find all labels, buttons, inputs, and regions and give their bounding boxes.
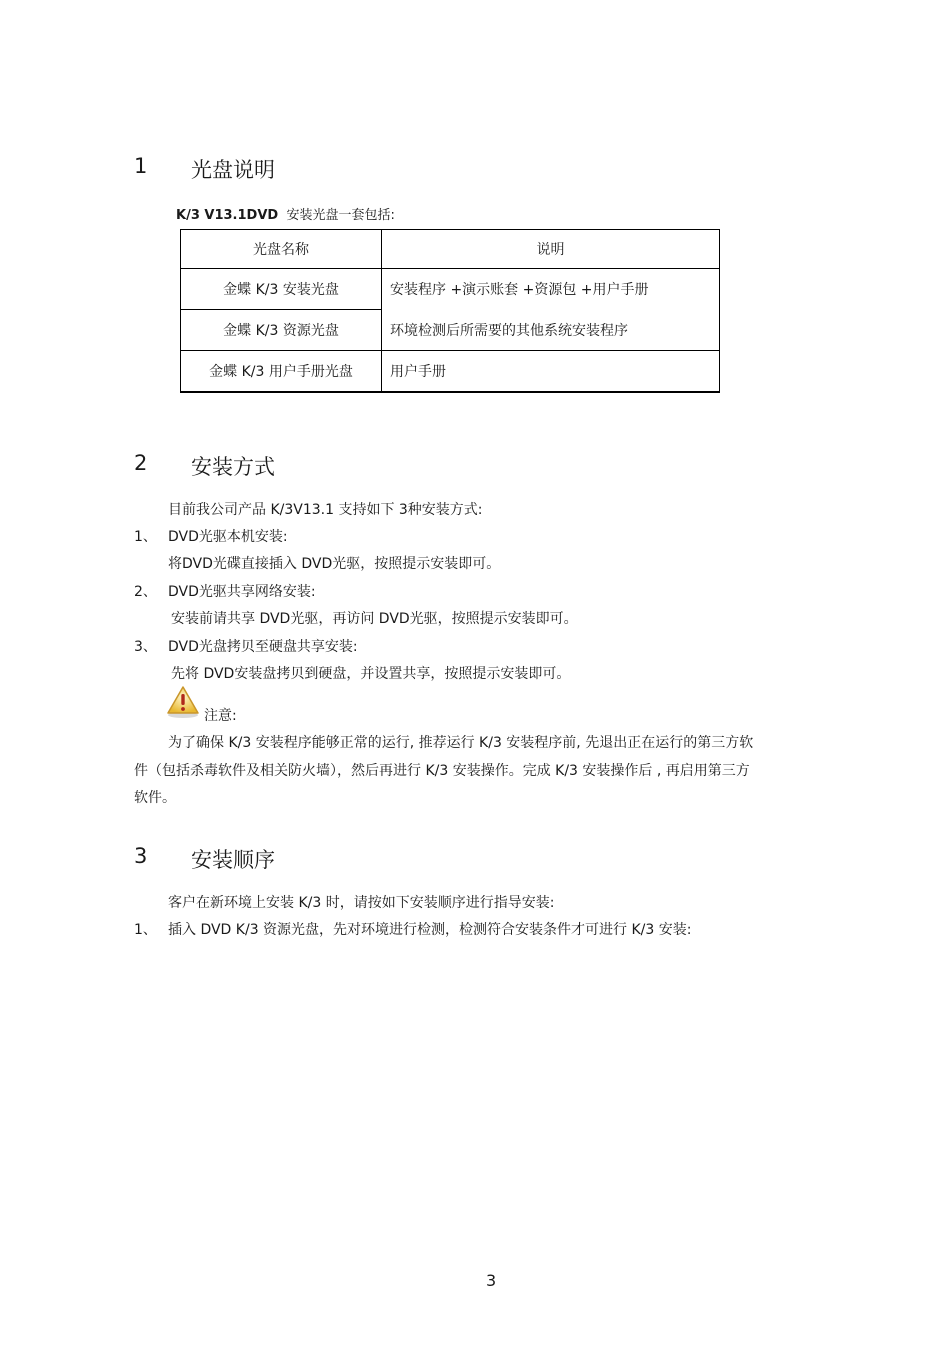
section-3-title: 安装顺序 [191, 848, 275, 872]
table-cell-name: 金蝶 K/3 安装光盘 [181, 269, 382, 310]
order-intro: 客户在新环境上安装 K/3 时，请按如下安装顺序进行指导安装: [168, 895, 555, 911]
disc-intro-product: K/3 V13.1DVD [176, 208, 279, 223]
note-line-1: 为了确保 K/3 安装程序能够正常的运行, 推荐运行 K/3 安装程序前, 先退出正在运行的第三方软 [168, 735, 754, 751]
disc-intro-text: 安装光盘一套包括: [286, 208, 395, 223]
section-1-number: 1 [134, 154, 148, 178]
table-cell-desc: 环境检测后所需要的其他系统安装程序 [382, 310, 720, 351]
table-cell-desc: 安装程序 +演示账套 +资源包 +用户手册 [382, 269, 720, 310]
install-intro: 目前我公司产品 K/3V13.1 支持如下 3种安装方式: [168, 502, 483, 518]
table-row [181, 351, 720, 393]
note-line-3: 软件。 [134, 790, 176, 806]
install-item-1-number: 1、 [134, 529, 157, 545]
disc-table [180, 229, 720, 393]
table-cell-desc: 用户手册 [382, 351, 720, 393]
table-row [181, 310, 720, 351]
install-item-3-desc: 先将 DVD安装盘拷贝到硬盘，并设置共享，按照提示安装即可。 [171, 666, 571, 682]
order-item-1-number: 1、 [134, 922, 157, 938]
install-item-3-title: DVD光盘拷贝至硬盘共享安装: [168, 639, 358, 655]
table-header-row [181, 230, 720, 269]
note-line-2: 件（包括杀毒软件及相关防火墙），然后再进行 K/3 安装操作。完成 K/3 安装操作后 , 再启用第三方 [134, 763, 750, 779]
table-header-name: 光盘名称 [181, 230, 382, 269]
page-number: 3 [486, 1271, 497, 1290]
install-item-2-desc: 安装前请共享 DVD光驱，再访问 DVD光驱，按照提示安装即可。 [171, 611, 578, 627]
install-item-2-title: DVD光驱共享网络安装: [168, 584, 316, 600]
install-item-3-number: 3、 [134, 639, 157, 655]
warning-icon [165, 685, 201, 719]
table-header-desc: 说明 [382, 230, 720, 269]
order-item-1-text: 插入 DVD K/3 资源光盘，先对环境进行检测，检测符合安装条件才可进行 K/3 安装: [168, 922, 692, 938]
install-item-1-title: DVD光驱本机安装: [168, 529, 288, 545]
install-item-1-desc: 将DVD光碟直接插入 DVD光驱，按照提示安装即可。 [168, 556, 501, 572]
table-cell-name: 金蝶 K/3 资源光盘 [181, 310, 382, 351]
section-1-title: 光盘说明 [191, 158, 275, 182]
note-label: 注意: [204, 708, 237, 724]
disc-intro [176, 204, 395, 223]
section-2-number: 2 [134, 451, 148, 475]
table-row [181, 269, 720, 310]
install-item-2-number: 2、 [134, 584, 157, 600]
section-3-number: 3 [134, 844, 148, 868]
table-cell-name: 金蝶 K/3 用户手册光盘 [181, 351, 382, 393]
section-2-title: 安装方式 [191, 455, 275, 479]
